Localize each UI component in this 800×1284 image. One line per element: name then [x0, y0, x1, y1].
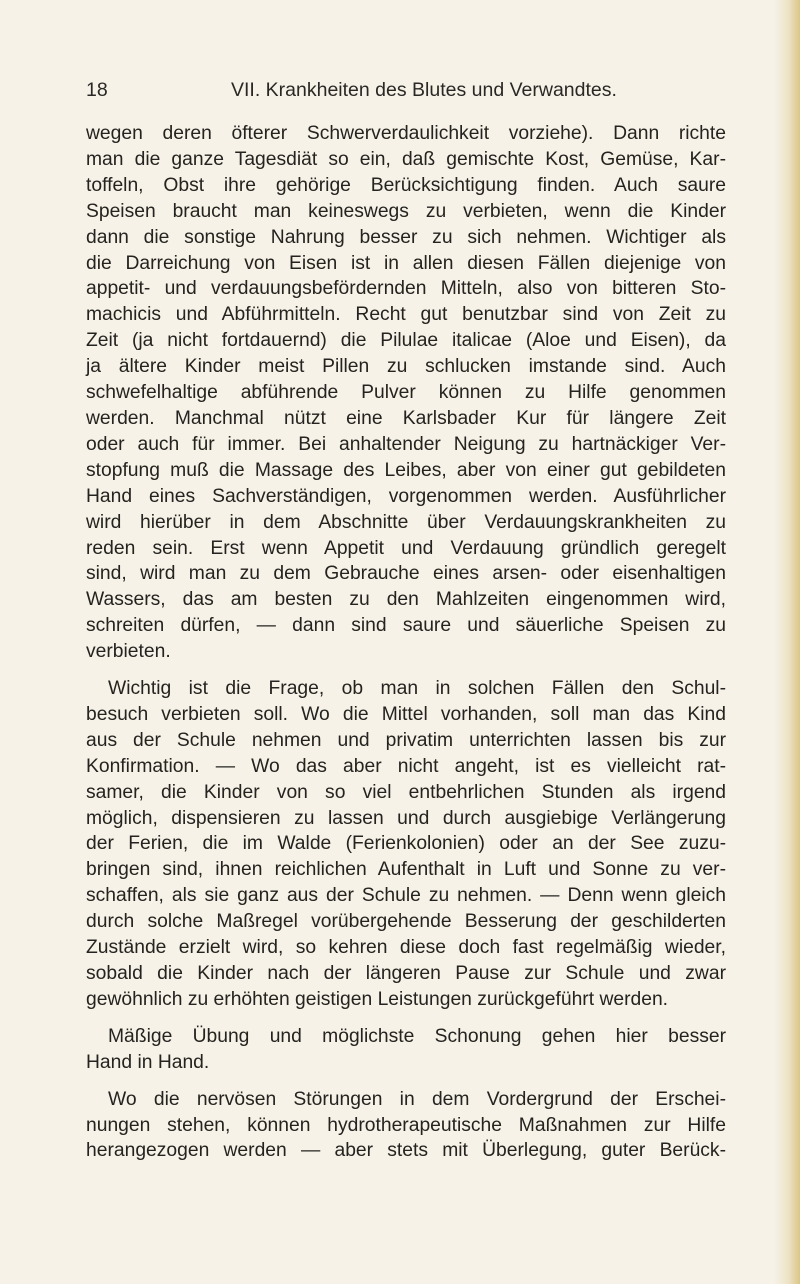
paragraph-4	[86, 1087, 726, 1165]
text-line: die Darreichung von Eisen ist in allen diesen Fällen diejenige von	[86, 252, 726, 274]
paragraph-gap	[86, 665, 726, 676]
text-line: oder auch für immer. Bei anhaltender Neigung zu hartnäckiger Ver-	[86, 433, 726, 455]
text-line: nungen stehen, können hydrotherapeutische Maßnahmen zur Hilfe	[86, 1114, 726, 1136]
text-line: wird hierüber in dem Abschnitte über Verdauungskrankheiten zu	[86, 511, 726, 533]
text-line: Speisen braucht man keineswegs zu verbieten, wenn die Kinder	[86, 200, 726, 222]
page-edge-shadow	[774, 0, 800, 1284]
text-line: Zustände erzielt wird, so kehren diese doch fast regelmäßig wieder,	[86, 937, 726, 959]
text-line: Hand eines Sachverständigen, vorgenommen werden. Ausführlicher	[86, 485, 726, 507]
page-number: 18	[86, 79, 108, 101]
text-line: ja ältere Kinder meist Pillen zu schlucken imstande sind. Auch	[86, 356, 726, 378]
text-line: Wichtig ist die Frage, ob man in solchen Fällen den Schul-	[108, 678, 726, 700]
text-line: stopfung muß die Massage des Leibes, aber von einer gut gebildeten	[86, 459, 726, 481]
text-line: verbieten.	[86, 641, 171, 663]
text-line: Mäßige Übung und möglichste Schonung gehen hier besser	[108, 1025, 726, 1047]
text-line: durch solche Maßregel vorübergehende Besserung der geschilderten	[86, 911, 726, 933]
text-line: gewöhnlich zu erhöhten geistigen Leistungen zurückgeführt werden.	[86, 988, 669, 1010]
text-line: samer, die Kinder von so viel entbehrlichen Stunden als irgend	[86, 781, 726, 803]
text-line: wegen deren öfterer Schwerverdaulichkeit vorziehe). Dann richte	[86, 123, 726, 144]
text-line: der Ferien, die im Walde (Ferienkolonien) oder an der See zuzu-	[86, 833, 726, 855]
text-line: Konfirmation. — Wo das aber nicht angeht, ist es vielleicht rat-	[86, 755, 726, 777]
body-text	[86, 121, 726, 1164]
paragraph-1	[86, 121, 726, 665]
text-line: reden sein. Erst wenn Appetit und Verdauung gründlich geregelt	[86, 537, 726, 559]
text-line: herangezogen werden — aber stets mit Überlegung, guter Berück-	[86, 1140, 726, 1162]
text-line: sobald die Kinder nach der längeren Pause zur Schule und zwar	[86, 963, 726, 984]
text-line: besuch verbieten soll. Wo die Mittel vorhanden, soll man das Kind	[86, 703, 726, 725]
text-line: Wassers, das am besten zu den Mahlzeiten eingenommen wird,	[86, 589, 726, 611]
text-line: werden. Manchmal nützt eine Karlsbader Kur für längere Zeit	[86, 407, 726, 429]
text-line: Hand in Hand.	[86, 1051, 210, 1073]
text-line: schwefelhaltige abführende Pulver können zu Hilfe genommen	[86, 382, 726, 404]
paragraph-2	[86, 676, 726, 1013]
text-line: aus der Schule nehmen und privatim unterrichten lassen bis zur	[86, 729, 726, 751]
text-line: möglich, dispensieren zu lassen und durch ausgiebige Verlängerung	[86, 807, 726, 829]
text-line: bringen sind, ihnen reichlichen Aufenthalt in Luft und Sonne zu ver-	[86, 859, 726, 881]
paragraph-3	[86, 1024, 726, 1076]
text-line: man die ganze Tagesdiät so ein, daß gemischte Kost, Gemüse, Kar-	[86, 148, 726, 170]
text-line: schreiten dürfen, — dann sind saure und säuerliche Speisen zu	[86, 615, 726, 637]
text-line: machicis und Abführmitteln. Recht gut benutzbar sind von Zeit zu	[86, 304, 726, 326]
text-line: toffeln, Obst ihre gehörige Berücksichtigung finden. Auch saure	[86, 174, 726, 196]
text-line: schaffen, als sie ganz aus der Schule zu nehmen. — Denn wenn gleich	[86, 885, 726, 907]
page-header	[86, 79, 726, 109]
running-head: VII. Krankheiten des Blutes und Verwandtes.	[231, 79, 617, 101]
paragraph-gap	[86, 1076, 726, 1087]
text-line: sind, wird man zu dem Gebrauche eines arsen- oder eisenhaltigen	[86, 563, 726, 585]
text-line: appetit- und verdauungsbefördernden Mitteln, also von bitteren Sto-	[86, 278, 726, 300]
text-line: Zeit (ja nicht fortdauernd) die Pilulae italicae (Aloe und Eisen), da	[86, 330, 726, 352]
text-line: dann die sonstige Nahrung besser zu sich nehmen. Wichtiger als	[86, 226, 726, 248]
text-line: Wo die nervösen Störungen in dem Vordergrund der Erschei-	[108, 1088, 726, 1110]
paragraph-gap	[86, 1013, 726, 1024]
